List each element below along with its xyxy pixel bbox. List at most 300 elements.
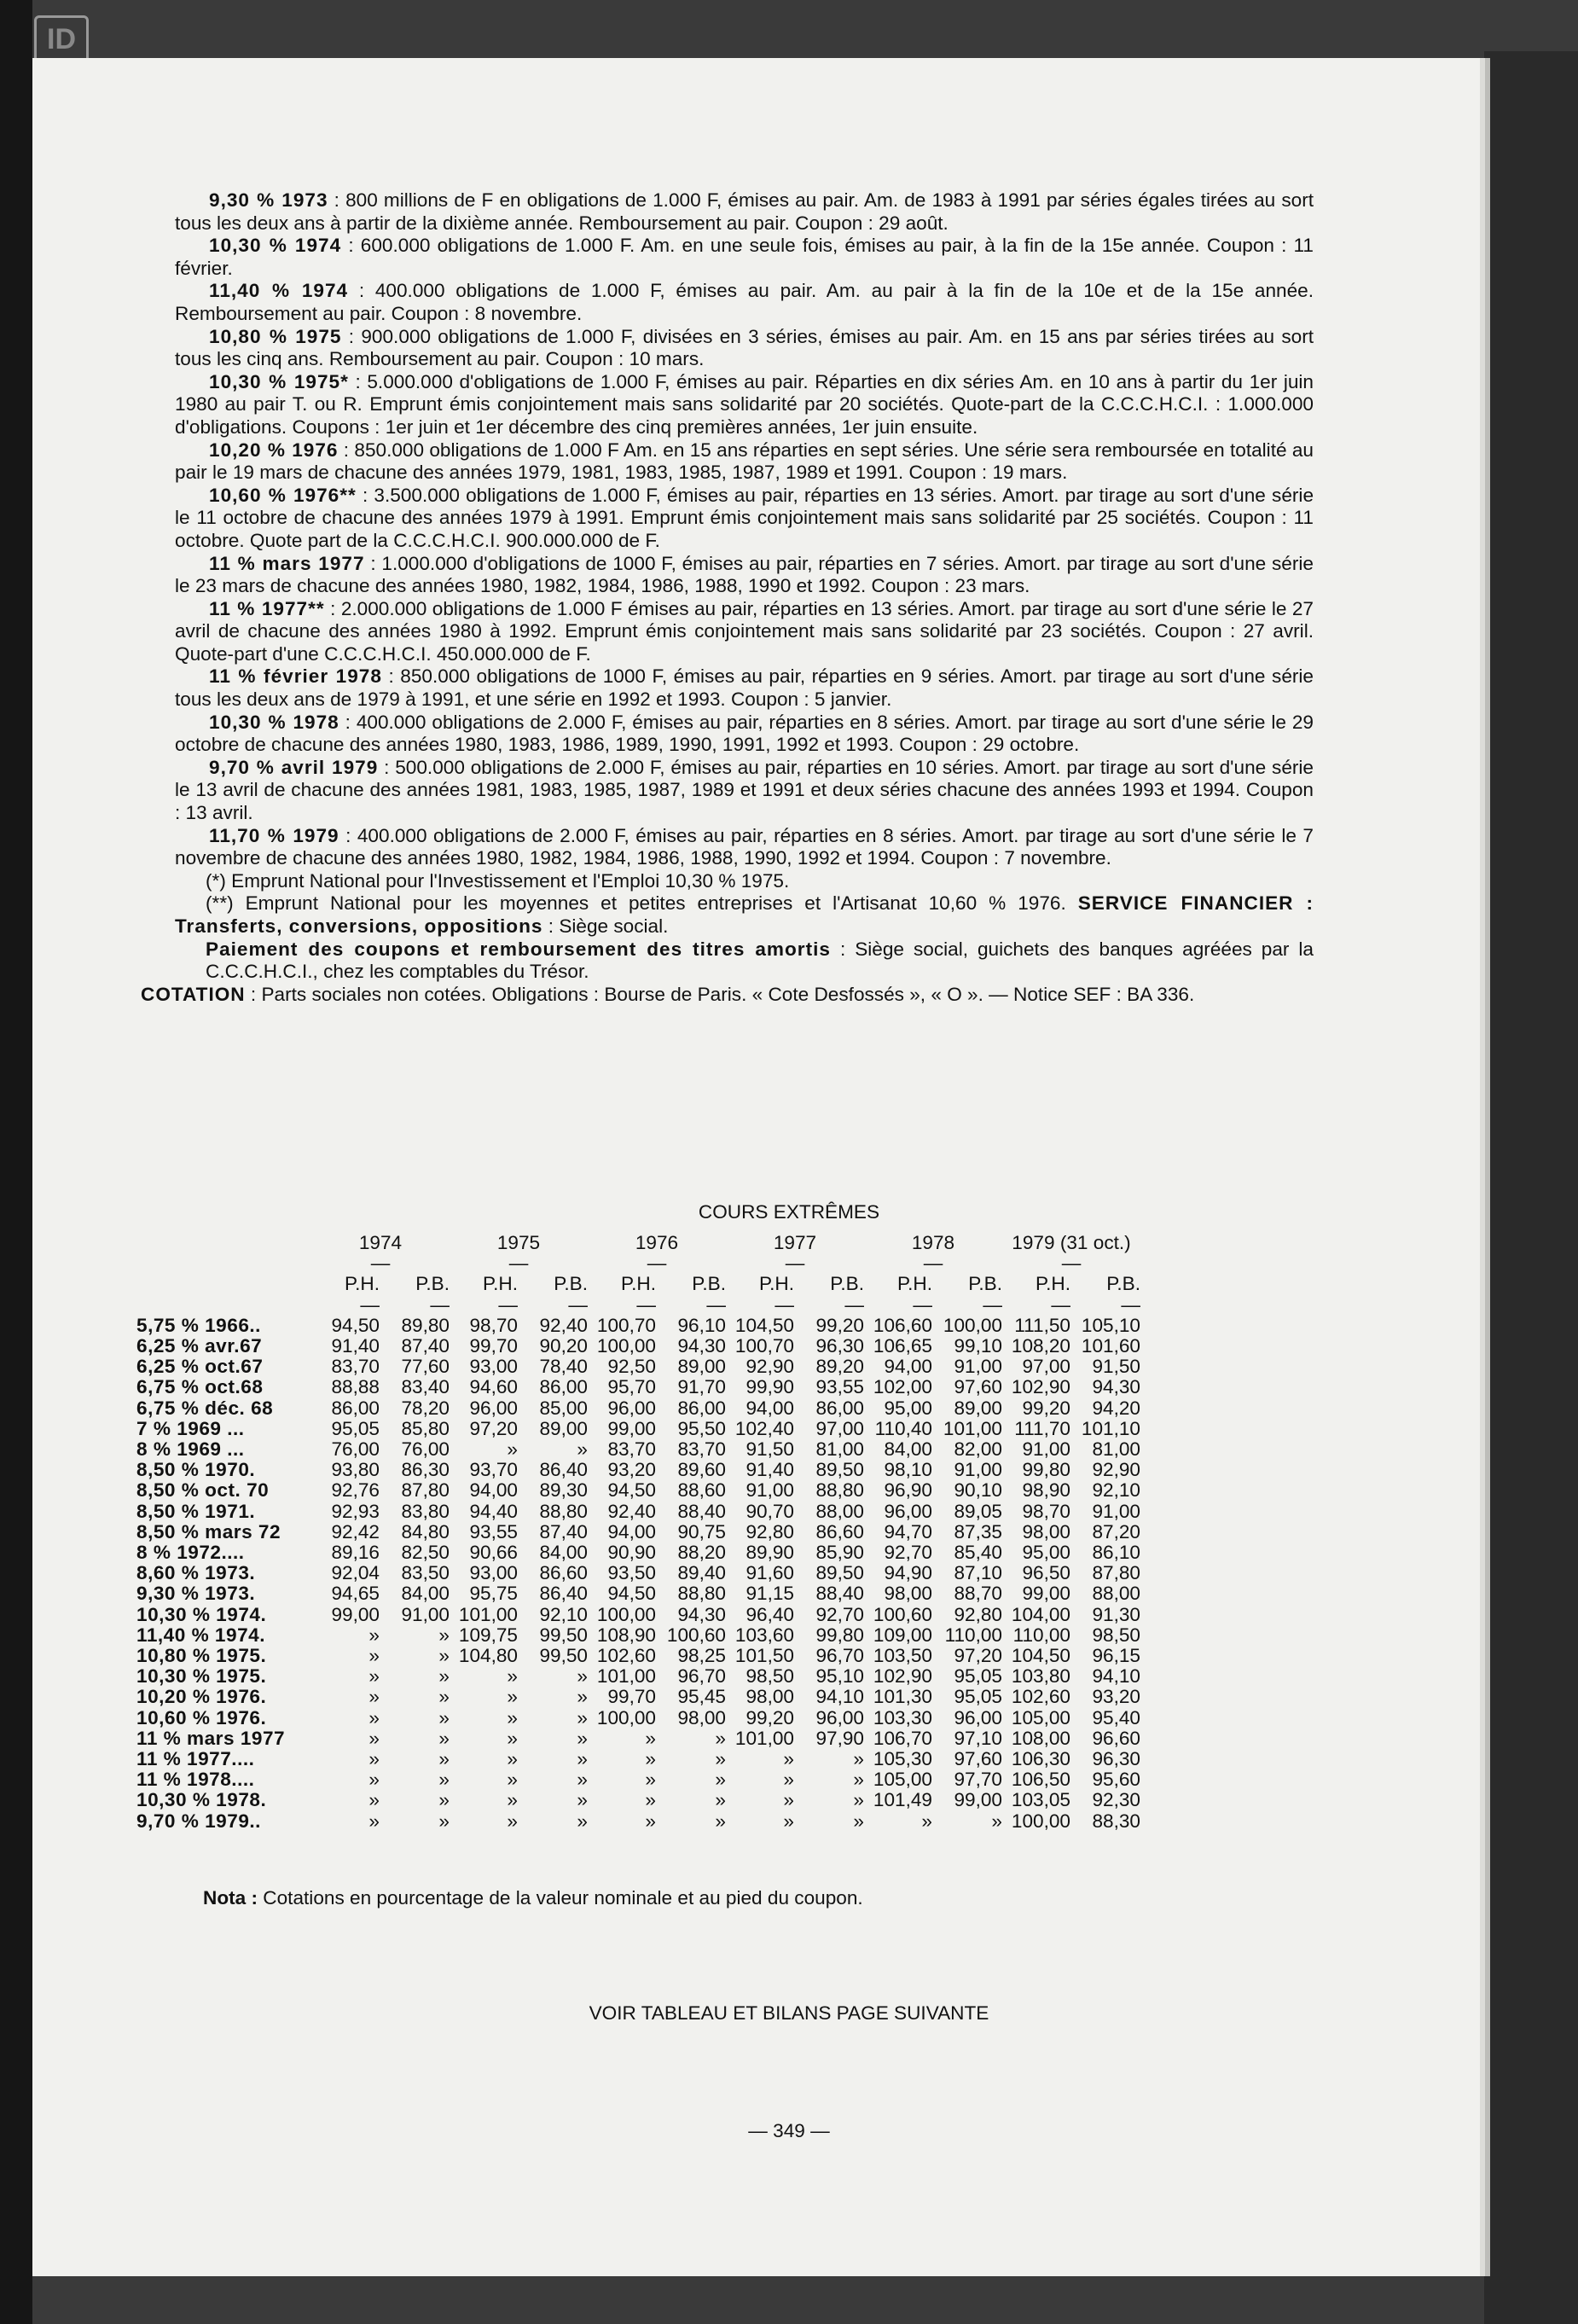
price-cell: 88,40 [815, 1583, 864, 1605]
price-cell: 95,45 [677, 1686, 726, 1708]
pb-header: P.B. [692, 1273, 726, 1295]
price-cell: » [715, 1789, 726, 1811]
price-cell: 92,80 [745, 1520, 794, 1543]
price-cell: 92,40 [539, 1314, 588, 1336]
pb-header: P.B. [830, 1273, 864, 1295]
bond-name-cell: 6,75 % oct.68 [136, 1376, 264, 1398]
price-cell: » [368, 1769, 380, 1791]
bond-description: : 3.500.000 obligations de 1.000 F, émises au pair, réparties en 13 séries. Amort. par tirage au sort d'une série le 11 octobre de chacune des années 1979 à 1991. Emprunt émis conjointement mais sans solidarité par 25 sociétés. Coupon : 11 octobre. Quote part de la C.C.C.H.C.I. 900.000.000 de F. [175, 484, 1314, 551]
bond-title: 10,30 % 1978 [209, 711, 339, 733]
price-cell: 89,00 [954, 1397, 1002, 1419]
bond-name-cell: 8 % 1972.... [136, 1542, 245, 1564]
column-underline: — [568, 1293, 588, 1316]
price-cell: 95,75 [469, 1583, 518, 1605]
footnote-text: (*) Emprunt National pour l'Investissement et l'Emploi 10,30 % 1975. [206, 869, 790, 892]
price-cell: 86,00 [815, 1397, 864, 1419]
price-cell: » [783, 1789, 794, 1811]
price-cell: » [507, 1810, 518, 1832]
bond-description: : 5.000.000 d'obligations de 1.000 F, émises au pair. Réparties en dix séries Am. en 10 ans à partir du 1er juin 1980 au pair T. ou R. Emprunt émis conjointement mais sans solidarité par 20 sociétés. Quote-part de la C.C.C.H.C.I. : 1.000.000 d'obligations. Coupons : 1er juin et 1er décembre des cinq premières années, 1er juin ensuite. [175, 370, 1314, 438]
price-cell: 91,00 [1092, 1500, 1140, 1522]
bond-paragraph [175, 665, 1314, 711]
price-cell: 96,00 [607, 1397, 656, 1419]
price-cell: 99,70 [607, 1686, 656, 1708]
price-cell: 100,00 [943, 1314, 1002, 1336]
price-cell: 90,10 [954, 1479, 1002, 1502]
bond-title: 11 % février 1978 [209, 665, 382, 688]
bond-title: 10,60 % 1976** [209, 484, 357, 506]
bond-title: 10,30 % 1975* [209, 370, 349, 392]
price-cell: 94,30 [677, 1603, 726, 1625]
bond-name-cell: 6,75 % déc. 68 [136, 1397, 274, 1419]
pb-header: P.B. [554, 1273, 588, 1295]
cotation-text: : Parts sociales non cotées. Obligations : Bourse de Paris. « Cote Desfossés », « O ». — Notice SEF : BA 336. [245, 983, 1195, 1005]
price-cell: 98,00 [677, 1706, 726, 1728]
price-cell: » [368, 1810, 380, 1832]
column-underline: — [983, 1293, 1002, 1316]
price-cell: » [715, 1810, 726, 1832]
price-cell: 89,00 [677, 1356, 726, 1378]
price-cell: 94,30 [677, 1335, 726, 1357]
price-cell: 100,60 [666, 1624, 726, 1646]
bond-name-cell: 6,25 % oct.67 [136, 1356, 264, 1378]
price-cell: 110,00 [1012, 1624, 1070, 1646]
price-cell: 88,20 [677, 1542, 726, 1564]
price-cell: 103,80 [1011, 1665, 1070, 1688]
price-cell: 101,00 [458, 1603, 518, 1625]
price-cell: 108,20 [1011, 1335, 1070, 1357]
footnote-text: (**) Emprunt National pour les moyennes et petites entreprises et l'Artisanat 10,60 % 1976. [206, 892, 1078, 915]
year-header: 1976 [635, 1232, 679, 1253]
price-cell: 88,30 [1092, 1810, 1140, 1832]
pb-header: P.B. [968, 1273, 1002, 1295]
year-header: 1977 [773, 1232, 817, 1253]
service-financier-label: SERVICE FINANCIER : Transferts, conversions, oppositions [175, 892, 1314, 937]
price-cell: 103,30 [873, 1706, 932, 1728]
price-cell: » [577, 1438, 588, 1461]
price-cell: 82,00 [954, 1438, 1002, 1461]
page-stack-edge [1484, 51, 1578, 2324]
price-cell: 97,60 [954, 1748, 1002, 1770]
voir-tableau-line: VOIR TABLEAU ET BILANS PAGE SUIVANTE [589, 2002, 989, 2024]
bond-name-cell: 10,30 % 1978. [136, 1789, 267, 1811]
column-underline: — [430, 1293, 450, 1316]
price-cell: 88,60 [677, 1479, 726, 1502]
bond-name-cell: 6,25 % avr.67 [136, 1335, 263, 1357]
price-cell: 94,50 [331, 1314, 380, 1336]
service-financier-text: : Siège social. [542, 915, 669, 937]
bond-paragraph [175, 326, 1314, 371]
price-cell: 93,80 [331, 1459, 380, 1481]
price-cell: 94,65 [331, 1583, 380, 1605]
price-cell: 94,50 [607, 1583, 656, 1605]
table-row [136, 1625, 1140, 1646]
bond-title: 9,30 % 1973 [209, 189, 328, 211]
price-cell: 94,10 [815, 1686, 864, 1708]
price-cell: 102,40 [734, 1417, 794, 1439]
column-underline: — [1121, 1293, 1140, 1316]
price-cell: 100,00 [596, 1706, 656, 1728]
price-cell: » [783, 1748, 794, 1770]
bond-paragraph [175, 712, 1314, 757]
price-cell: » [368, 1624, 380, 1646]
price-cell: 95,10 [815, 1665, 864, 1688]
price-cell: 88,80 [677, 1583, 726, 1605]
price-cell: 97,90 [815, 1727, 864, 1749]
bond-paragraph [175, 189, 1314, 235]
price-cell: » [507, 1748, 518, 1770]
price-cell: 94,00 [607, 1520, 656, 1543]
price-cell: 97,20 [469, 1417, 518, 1439]
price-cell: 102,60 [1011, 1686, 1070, 1708]
price-cell: » [438, 1727, 450, 1749]
table-title: COURS EXTRÊMES [698, 1201, 880, 1223]
price-cell: » [577, 1810, 588, 1832]
price-cell: 101,60 [1081, 1335, 1140, 1357]
price-cell: 106,50 [1011, 1769, 1070, 1791]
bond-paragraph [175, 371, 1314, 439]
price-cell: 89,20 [815, 1356, 864, 1378]
ph-header: P.H. [896, 1273, 932, 1295]
price-cell: 91,30 [1092, 1603, 1140, 1625]
scan-stamp-logo: ID [34, 15, 89, 65]
bond-paragraph [175, 757, 1314, 825]
price-cell: 99,80 [815, 1624, 864, 1646]
price-cell: 109,00 [873, 1624, 932, 1646]
bond-name-cell: 8,50 % mars 72 [136, 1520, 281, 1543]
bond-description: : 850.000 obligations de 1.000 F Am. en 15 ans réparties en sept séries. Une série sera remboursée en totalité au pair le 19 mars de chacune des années 1979, 1981, 1983, 1985, 1987, 1989 et 1991. Coupon : 19 mars. [175, 439, 1314, 484]
bond-name-cell: 8,50 % 1971. [136, 1500, 256, 1522]
price-cell: » [991, 1810, 1002, 1832]
price-cell: » [438, 1645, 450, 1667]
price-cell: 96,30 [1092, 1748, 1140, 1770]
price-cell: » [507, 1789, 518, 1811]
price-cell: 99,70 [469, 1335, 518, 1357]
price-cell: 98,00 [745, 1686, 794, 1708]
price-cell: » [645, 1748, 656, 1770]
price-cell: 101,00 [734, 1727, 794, 1749]
table-row [136, 1708, 1140, 1728]
cotation-label: COTATION [141, 983, 246, 1005]
bond-description: : 2.000.000 obligations de 1.000 F émises au pair, réparties en 13 séries. Amort. par tirage au sort d'une série le 27 avril de chacune des années 1980 à 1992. Emprunt émis conjointement mais sans solidarité par 23 sociétés. Coupon : 27 avril. Quote-part d'une C.C.C.H.C.I. 450.000.000 de F. [175, 597, 1314, 665]
price-cell: 86,60 [815, 1520, 864, 1543]
bond-name-cell: 10,30 % 1974. [136, 1603, 267, 1625]
price-cell: 91,50 [745, 1438, 794, 1461]
price-cell: 91,70 [677, 1376, 726, 1398]
price-cell: » [921, 1810, 932, 1832]
price-cell: 84,00 [539, 1542, 588, 1564]
price-cell: 86,30 [401, 1459, 450, 1481]
table-row [136, 1728, 1140, 1749]
price-cell: 92,40 [607, 1500, 656, 1522]
price-cell: 91,00 [1022, 1438, 1070, 1461]
price-cell: 98,70 [1022, 1500, 1070, 1522]
bond-description: : 1.000.000 d'obligations de 1000 F, émises au pair, réparties en 7 séries. Amort. par tirage au sort d'une série le 23 mars de chacune des années 1980, 1982, 1984, 1986, 1988, 1990 et 1992. Coupon : 23 mars. [175, 552, 1314, 597]
price-cell: 95,05 [954, 1665, 1002, 1688]
price-cell: 99,00 [1022, 1583, 1070, 1605]
price-cell: 97,00 [815, 1417, 864, 1439]
price-cell: » [507, 1665, 518, 1688]
price-cell: 84,80 [401, 1520, 450, 1543]
price-cell: 106,70 [873, 1727, 932, 1749]
price-cell: 86,60 [539, 1562, 588, 1584]
price-cell: 89,30 [539, 1479, 588, 1502]
column-underline: — [636, 1293, 656, 1316]
price-cell: » [645, 1769, 656, 1791]
price-cell: » [438, 1810, 450, 1832]
price-cell: 92,50 [607, 1356, 656, 1378]
price-cell: 101,49 [873, 1789, 932, 1811]
table-row [136, 1480, 1140, 1501]
price-cell: 92,90 [1092, 1459, 1140, 1481]
price-cell: 94,90 [884, 1562, 932, 1584]
bond-title: 9,70 % avril 1979 [209, 756, 379, 778]
page-number: — 349 — [748, 2120, 830, 2141]
price-cell: 96,60 [1092, 1727, 1140, 1749]
price-cell: 105,30 [873, 1748, 932, 1770]
price-cell: 94,00 [745, 1397, 794, 1419]
price-cell: 93,00 [469, 1562, 518, 1584]
price-cell: 87,40 [401, 1335, 450, 1357]
year-header: 1978 [911, 1232, 955, 1253]
binding-edge [0, 0, 32, 2324]
price-cell: 90,75 [677, 1520, 726, 1543]
bond-description: : 400.000 obligations de 2.000 F, émises au pair, réparties en 8 séries. Amort. par tirage au sort d'une série le 29 octobre de chacune des années 1980, 1983, 1986, 1989, 1990, 1991, 1992 et 1993. Coupon : 29 octobre. [175, 711, 1314, 756]
price-cell: 86,00 [677, 1397, 726, 1419]
ph-header: P.H. [1035, 1273, 1070, 1295]
price-cell: 92,42 [331, 1520, 380, 1543]
price-cell: » [577, 1686, 588, 1708]
price-cell: 76,00 [331, 1438, 380, 1461]
cours-extremes-table [136, 1233, 1140, 1832]
bond-name-cell: 10,30 % 1975. [136, 1665, 267, 1688]
phpb-header-row [136, 1274, 1140, 1294]
price-cell: 103,60 [734, 1624, 794, 1646]
year-header: 1975 [496, 1232, 541, 1253]
year-underline: — [647, 1252, 667, 1275]
bond-description: : 900.000 obligations de 1.000 F, divisées en 3 séries, émises au pair. Am. en 15 ans par séries tirées au sort tous les cinq ans. Remboursement au pair. Coupon : 10 mars. [175, 325, 1314, 370]
column-underline: — [360, 1293, 380, 1316]
price-cell: 92,76 [331, 1479, 380, 1502]
price-cell: 91,00 [954, 1459, 1002, 1481]
price-cell: 108,00 [1011, 1727, 1070, 1749]
price-cell: 88,00 [1092, 1583, 1140, 1605]
price-cell: 103,05 [1011, 1789, 1070, 1811]
bond-description: : 800 millions de F en obligations de 1.000 F, émises au pair. Am. de 1983 à 1991 par séries égales tirées au sort tous les deux ans à partir de la dixième année. Remboursement au pair. Coupon : 29 août. [175, 189, 1314, 234]
year-underline: — [370, 1252, 391, 1275]
price-cell: 97,20 [954, 1645, 1002, 1667]
price-cell: 94,00 [469, 1479, 518, 1502]
footnote-1 [175, 870, 1314, 893]
price-cell: 89,90 [745, 1542, 794, 1564]
table-row [136, 1687, 1140, 1707]
price-cell: » [368, 1727, 380, 1749]
price-cell: » [645, 1727, 656, 1749]
price-cell: 88,00 [815, 1500, 864, 1522]
price-cell: 95,00 [1022, 1542, 1070, 1564]
pb-header: P.B. [415, 1273, 450, 1295]
price-cell: 96,00 [954, 1706, 1002, 1728]
price-cell: 82,50 [401, 1542, 450, 1564]
price-cell: 89,50 [815, 1562, 864, 1584]
price-cell: 98,50 [1092, 1624, 1140, 1646]
ph-header: P.H. [620, 1273, 656, 1295]
price-cell: 84,00 [401, 1583, 450, 1605]
price-cell: » [783, 1769, 794, 1791]
price-cell: 81,00 [815, 1438, 864, 1461]
price-cell: » [438, 1748, 450, 1770]
price-cell: » [368, 1789, 380, 1811]
bond-paragraph [175, 598, 1314, 666]
price-cell: 86,00 [539, 1376, 588, 1398]
price-cell: 98,00 [1022, 1520, 1070, 1543]
year-header: 1979 (31 oct.) [1012, 1232, 1131, 1253]
price-cell: 87,80 [1092, 1562, 1140, 1584]
price-cell: 97,10 [954, 1727, 1002, 1749]
price-cell: 94,30 [1092, 1376, 1140, 1398]
price-cell: 105,00 [873, 1769, 932, 1791]
price-cell: 78,40 [539, 1356, 588, 1378]
bond-paragraph [175, 485, 1314, 553]
price-cell: 97,00 [1022, 1356, 1070, 1378]
price-cell: » [715, 1748, 726, 1770]
price-cell: » [577, 1727, 588, 1749]
price-cell: 91,00 [745, 1479, 794, 1502]
price-cell: » [507, 1727, 518, 1749]
price-cell: 99,20 [815, 1314, 864, 1336]
column-underline: — [498, 1293, 518, 1316]
price-cell: 104,80 [458, 1645, 518, 1667]
price-cell: » [715, 1769, 726, 1791]
price-cell: 99,20 [745, 1706, 794, 1728]
price-cell: 106,60 [873, 1314, 932, 1336]
price-cell: 94,70 [884, 1520, 932, 1543]
price-cell: » [368, 1706, 380, 1728]
price-cell: 111,50 [1014, 1314, 1070, 1336]
table-row [136, 1439, 1140, 1460]
price-cell: 99,20 [1022, 1397, 1070, 1419]
header-spacer [136, 1253, 311, 1274]
bond-description: : 850.000 obligations de 1000 F, émises au pair, réparties en 9 séries. Amort. par tirage au sort d'une série tous les deux ans de 1979 à 1991, et une série en 1992 et 1993. Coupon : 5 janvier. [175, 665, 1314, 711]
price-cell: » [715, 1727, 726, 1749]
price-cell: 89,40 [677, 1562, 726, 1584]
price-cell: 95,50 [677, 1417, 726, 1439]
price-cell: 102,90 [873, 1665, 932, 1688]
price-cell: 86,40 [539, 1459, 588, 1481]
price-cell: 104,00 [1011, 1603, 1070, 1625]
cotation-line [141, 984, 1314, 1007]
bond-paragraph [175, 280, 1314, 325]
price-cell: 100,70 [596, 1314, 656, 1336]
bond-title: 11 % 1977** [209, 597, 325, 619]
price-cell: 94,20 [1092, 1397, 1140, 1419]
price-cell: 99,10 [954, 1335, 1002, 1357]
bond-name-cell: 11 % 1977.... [136, 1748, 255, 1770]
price-cell: 98,10 [884, 1459, 932, 1481]
price-cell: 92,70 [884, 1542, 932, 1564]
table-row [136, 1583, 1140, 1604]
price-cell: 95,70 [607, 1376, 656, 1398]
price-cell: 94,50 [607, 1479, 656, 1502]
price-cell: 95,00 [884, 1397, 932, 1419]
bond-name-cell: 5,75 % 1966.. [136, 1314, 261, 1336]
price-cell: 83,40 [401, 1376, 450, 1398]
bond-paragraph [175, 553, 1314, 598]
price-cell: 86,10 [1092, 1542, 1140, 1564]
price-cell: 89,80 [401, 1314, 450, 1336]
nota-label: Nota : [203, 1887, 258, 1909]
bond-name-cell: 8,50 % oct. 70 [136, 1479, 270, 1502]
price-cell: 100,70 [734, 1335, 794, 1357]
bond-name-cell: 11,40 % 1974. [136, 1624, 265, 1646]
price-cell: » [438, 1706, 450, 1728]
year-underline: — [785, 1252, 805, 1275]
price-cell: 97,70 [954, 1769, 1002, 1791]
ph-header: P.H. [758, 1273, 794, 1295]
price-cell: 99,00 [954, 1789, 1002, 1811]
bond-name-cell: 10,60 % 1976. [136, 1706, 267, 1728]
table-row [136, 1377, 1140, 1397]
year-underline: — [923, 1252, 943, 1275]
price-cell: 100,00 [596, 1603, 656, 1625]
price-cell: 95,05 [954, 1686, 1002, 1708]
price-cell: » [853, 1748, 864, 1770]
price-cell: » [438, 1769, 450, 1791]
header-spacer [136, 1295, 311, 1316]
bond-title: 11,40 % 1974 [209, 280, 349, 302]
column-underline: — [706, 1293, 726, 1316]
price-cell: 96,10 [677, 1314, 726, 1336]
table-row [136, 1811, 1140, 1832]
price-cell: 102,60 [596, 1645, 656, 1667]
price-cell: 109,75 [458, 1624, 518, 1646]
price-cell: » [577, 1706, 588, 1728]
price-cell: 105,10 [1081, 1314, 1140, 1336]
price-cell: » [853, 1789, 864, 1811]
price-cell: 99,50 [539, 1624, 588, 1646]
price-cell: 96,70 [677, 1665, 726, 1688]
price-cell: 86,40 [539, 1583, 588, 1605]
bond-name-cell: 8 % 1969 ... [136, 1438, 245, 1461]
bond-paragraph [175, 439, 1314, 485]
price-cell: » [507, 1769, 518, 1791]
footnote-2-service [175, 892, 1314, 938]
price-cell: 88,80 [815, 1479, 864, 1502]
price-cell: 108,90 [596, 1624, 656, 1646]
bond-description: : 600.000 obligations de 1.000 F. Am. en une seule fois, émises au pair, à la fin de la 15e année. Coupon : 11 février. [175, 235, 1314, 279]
price-cell: 87,20 [1092, 1520, 1140, 1543]
price-cell: 94,10 [1092, 1665, 1140, 1688]
price-cell: 89,05 [954, 1500, 1002, 1522]
bond-name-cell: 8,50 % 1970. [136, 1459, 256, 1481]
price-cell: » [438, 1686, 450, 1708]
price-cell: » [645, 1810, 656, 1832]
price-cell: 96,30 [815, 1335, 864, 1357]
price-cell: 96,90 [884, 1479, 932, 1502]
nota-text: Cotations en pourcentage de la valeur nominale et au pied du coupon. [258, 1887, 863, 1909]
price-cell: 104,50 [734, 1314, 794, 1336]
price-cell: 93,70 [469, 1459, 518, 1481]
price-cell: 110,00 [944, 1624, 1002, 1646]
price-cell: 89,50 [815, 1459, 864, 1481]
price-cell: 83,70 [331, 1356, 380, 1378]
price-cell: » [438, 1624, 450, 1646]
price-cell: 96,00 [884, 1500, 932, 1522]
bond-description: : 400.000 obligations de 1.000 F, émises au pair. Am. au pair à la fin de la 10e et de la 15e année. Remboursement au pair. Coupon : 8 novembre. [175, 280, 1314, 324]
paiement-label: Paiement des coupons et remboursement des titres amortis [206, 938, 831, 960]
price-cell: » [577, 1748, 588, 1770]
price-cell: 99,00 [607, 1417, 656, 1439]
price-cell: 110,40 [874, 1417, 932, 1439]
